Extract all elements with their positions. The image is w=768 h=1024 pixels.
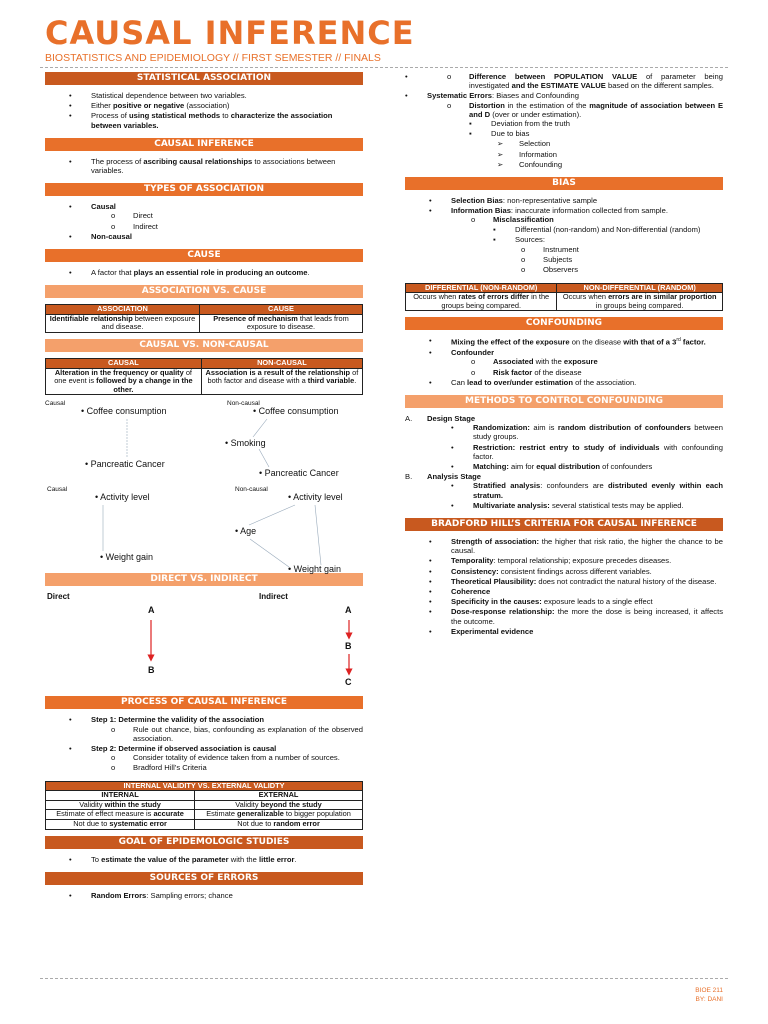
coffee-diagram-arrows: [45, 397, 363, 483]
direct-indirect-arrows: [45, 592, 363, 696]
section-direct-vs-indirect: DIRECT VS. INDIRECT: [45, 573, 363, 586]
section-types-of-association: TYPES OF ASSOCIATION: [45, 183, 363, 196]
list-item: • Step 2: Determine if observed association is causal o Consider totality of evidence taken from a number of sources. o Bradford Hill’s Criteria: [91, 744, 363, 773]
list-item: o Direct: [133, 211, 363, 220]
list-item: • Multivariate analysis: several statistical tests may be applied.: [473, 501, 723, 510]
table-row: Validity within the study Validity beyond the study: [46, 800, 363, 810]
section-goal: GOAL OF EPIDEMOLOGIC STUDIES: [45, 836, 363, 849]
coffee-diagram: Causal • Coffee consumption • Pancreatic Cancer Non-causal • Coffee consumption • Smoking • Pancreatic Cancer: [45, 397, 363, 483]
footer-divider: [40, 978, 728, 979]
bias-table: DIFFERENTIAL (NON-RANDOM) NON-DIFFERENTIAL (RANDOM) Occurs when rates of errors differ in the groups being compared. Occurs when errors are in similar proportion in groups being compared.: [405, 283, 723, 312]
list-item: • Specificity in the causes: exposure leads to a single effect: [451, 597, 723, 606]
list-item: • Process of using statistical methods to characterize the association between variables.: [91, 111, 363, 129]
list-item: ▪ Differential (non-random) and Non-differential (random): [515, 225, 723, 234]
causal-vs-non-causal-table: CAUSAL NON-CAUSAL Alteration in the frequency or quality of one event is followed by a change in the other. Association is a result of the relationship of both factor and disease with a third variable.: [45, 358, 363, 395]
sources-list: [45, 891, 363, 900]
list-item: • Restriction: restrict entry to study of individuals with confounding factor.: [473, 443, 723, 461]
direct-indirect-diagram: Direct Indirect A B A B C: [45, 592, 363, 696]
list-item: • Information Bias: inaccurate information collected from sample. o Misclassification ▪ Differential (non-random) and Non-differential (random) ▪ Sources: o Instrument o Subjects o Observers: [451, 206, 723, 274]
list-item: o Associated with the exposure: [493, 357, 723, 366]
list-item: o Risk factor of the disease: [493, 368, 723, 377]
methods-list: [405, 414, 723, 510]
list-item: • Stratified analysis: confounders are distributed evenly within each stratum.: [473, 481, 723, 499]
list-item: • Selection Bias: non-representative sample: [451, 196, 723, 205]
list-item: ➢ Confounding: [519, 160, 723, 169]
cause-list: [45, 268, 363, 277]
bias-list: [405, 196, 723, 275]
list-item: • Matching: aim for equal distribution of confounders: [473, 462, 723, 471]
list-item: • Experimental evidence: [451, 627, 723, 636]
types-list: [45, 202, 363, 241]
list-item: • Temporality: temporal relationship; exposure precedes diseases.: [451, 556, 723, 565]
activity-diagram-arrows: [45, 483, 363, 585]
list-item: • Can lead to over/under estimation of the association.: [451, 378, 723, 387]
section-causal-vs-non-causal: CAUSAL VS. NON-CAUSAL: [45, 339, 363, 352]
section-bias: BIAS: [405, 177, 723, 190]
list-item: • Strength of association: the higher that risk ratio, the higher the chance to be causal.: [451, 537, 723, 555]
list-item: • Theoretical Plausibility: does not contradict the natural history of the disease.: [451, 577, 723, 586]
list-item: • Random Errors: Sampling errors; chance: [91, 891, 363, 900]
list-item: • Confounder o Associated with the exposure o Risk factor of the disease: [451, 348, 723, 377]
section-statistical-association: STATISTICAL ASSOCIATION: [45, 72, 363, 85]
page-subtitle: BIOSTATISTICS AND EPIDEMIOLOGY // FIRST SEMESTER // FINALS: [45, 52, 381, 64]
list-item: o Instrument: [543, 245, 723, 254]
list-item: o Rule out chance, bias, confounding as explanation of the observed association.: [133, 725, 363, 743]
list-item: o Subjects: [543, 255, 723, 264]
table-row: Not due to systematic error Not due to random error: [46, 819, 363, 829]
left-column: [45, 72, 363, 908]
list-item: • Mixing the effect of the exposure on the disease with that of a 3rd factor.: [451, 336, 723, 347]
list-item: • The process of ascribing causal relationships to associations between variables.: [91, 157, 363, 175]
section-causal-inference: CAUSAL INFERENCE: [45, 138, 363, 151]
association-vs-cause-table: ASSOCIATION CAUSE Identifiable relationship between exposure and disease. Presence of mechanism that leads from exposure to disease.: [45, 304, 363, 333]
list-item: • Statistical dependence between two variables.: [91, 91, 363, 100]
activity-diagram: Causal • Activity level • Weight gain Non-causal • Activity level • Age • Weight gain: [45, 483, 363, 585]
list-item: o Distortion in the estimation of the magnitude of association between E and D (over or under estimation). ▪ Deviation from the truth ▪ Due to bias ➢ Selection ➢ Information ➢ Confounding: [469, 101, 723, 169]
list-item: • Either positive or negative (association): [91, 101, 363, 110]
list-item: ▪ Due to bias: [491, 129, 723, 138]
list-item: • Non-causal: [91, 232, 363, 241]
process-list: [45, 715, 363, 772]
goal-list: [45, 855, 363, 864]
list-item: o Misclassification ▪ Differential (non-random) and Non-differential (random) ▪ Sources: o Instrument o Subjects o Observers: [493, 215, 723, 274]
list-item: • To estimate the value of the parameter with the little error.: [91, 855, 363, 864]
statistical-association-list: [45, 91, 363, 130]
header-divider: [40, 67, 728, 68]
right-column: [405, 72, 723, 644]
section-cause: CAUSE: [45, 249, 363, 262]
section-bradford-hill: BRADFORD HILL’S CRITERIA FOR CAUSAL INFERENCE: [405, 518, 723, 531]
table-row: Alteration in the frequency or quality of one event is followed by a change in the other. Association is a result of the relationship of both factor and disease with a third variable.: [46, 368, 363, 395]
section-process-of-causal-inference: PROCESS OF CAUSAL INFERENCE: [45, 696, 363, 709]
list-item: ➢ Information: [519, 150, 723, 159]
list-item: • Consistency: consistent findings across different variables.: [451, 567, 723, 576]
list-item: • Step 1: Determine the validity of the association o Rule out chance, bias, confounding as explanation of the observed association.: [91, 715, 363, 743]
list-item: ▪ Deviation from the truth: [491, 119, 723, 128]
table-row: Occurs when rates of errors differ in the groups being compared. Occurs when errors are in similar proportion in groups being compared.: [406, 293, 723, 311]
footer-credit: BIOE 211 BY: DANI: [695, 987, 723, 1003]
list-item: o Bradford Hill’s Criteria: [133, 763, 363, 772]
section-sources-of-errors: SOURCES OF ERRORS: [45, 872, 363, 885]
validity-table: INTERNAL VALIDITY VS. EXTERNAL VALIDTY INTERNAL EXTERNAL Validity within the study Validity beyond the study Estimate of effect measure is accurate Estimate generalizable to bigger population Not due to systematic error Not due to random error: [45, 781, 363, 830]
list-item: o • Difference between POPULATION VALUE of parameter being investigated and the ESTIMATE VALUE based on the different samples.: [469, 72, 723, 90]
list-item: o Indirect: [133, 222, 363, 231]
confounding-list: [405, 336, 723, 387]
section-confounding: CONFOUNDING: [405, 317, 723, 330]
list-item: • Dose-response relationship: the more the dose is being increased, it affects the outcome.: [451, 607, 723, 625]
table-row: Estimate of effect measure is accurate Estimate generalizable to bigger population: [46, 810, 363, 820]
list-item: ➢ Selection: [519, 139, 723, 148]
errors-continued-list: [405, 72, 723, 169]
page-title: CAUSAL INFERENCE: [45, 14, 415, 52]
bradford-list: [405, 537, 723, 636]
list-item: • Causal o Direct o Indirect: [91, 202, 363, 231]
list-item: o Observers: [543, 265, 723, 274]
list-item: • A factor that plays an essential role in producing an outcome.: [91, 268, 363, 277]
list-item: • Coherence: [451, 587, 723, 596]
causal-inference-list: [45, 157, 363, 175]
list-item: • Randomization: aim is random distribution of confounders between study groups.: [473, 423, 723, 441]
list-item: B. Analysis Stage • Stratified analysis: confounders are distributed evenly within each stratum. • Multivariate analysis: several statistical tests may be applied.: [427, 472, 723, 510]
list-item: ▪ Sources:: [515, 235, 723, 244]
table-row: Identifiable relationship between exposure and disease. Presence of mechanism that leads from exposure to disease.: [46, 314, 363, 332]
section-methods-to-control-confounding: METHODS TO CONTROL CONFOUNDING: [405, 395, 723, 408]
list-item: o Consider totality of evidence taken from a number of sources.: [133, 753, 363, 762]
list-item: A. Design Stage • Randomization: aim is random distribution of confounders between study groups. • Restriction: restrict entry to study of individuals with confounding factor. • Matching: aim for equal distribution of confounders: [427, 414, 723, 471]
section-association-vs-cause: ASSOCIATION VS. CAUSE: [45, 285, 363, 298]
list-item: • Systematic Errors: Biases and Confounding o Distortion in the estimation of the magnitude of association between E and D (over or under estimation). ▪ Deviation from the truth ▪ Due to bias ➢ Selection ➢ Information ➢ Confounding: [427, 91, 723, 169]
